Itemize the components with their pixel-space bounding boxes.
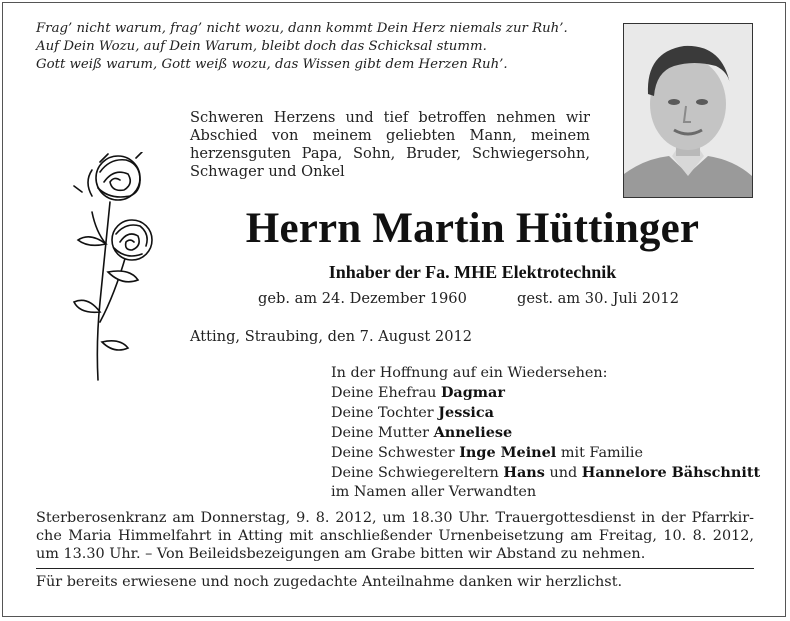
poem-line: Frag’ nicht warum, frag’ nicht wozu, dann kommt Dein Herz niemals zur Ruh’. [36, 21, 568, 36]
intro-line: Schweren Herzens und tief betroffen nehmen wir [190, 109, 590, 126]
notice-line: Sterberosenkranz am Donnerstag, 9. 8. 2012, um 18.30 Uhr. Trauergottesdienst in der Pfarrkir- [36, 510, 754, 526]
relation-label: Deine Schwester [331, 445, 455, 461]
company-title: Inhaber der Fa. MHE Elektrotechnik [328, 262, 617, 282]
family-member-mother [331, 423, 761, 443]
poem [36, 20, 606, 74]
death-date: gest. am 30. Juli 2012 [517, 290, 679, 307]
service-notice [36, 509, 754, 563]
relation-label: Deine Ehefrau [331, 385, 437, 401]
member-name: Hannelore Bähschnitt [581, 464, 761, 481]
divider [36, 568, 754, 569]
rose-illustration [70, 152, 170, 382]
portrait-photo [623, 23, 753, 198]
family-member-inlaws [331, 463, 761, 483]
relation-label: Deine Tochter [331, 405, 434, 421]
family-list [331, 364, 761, 502]
family-member-daughter [331, 403, 761, 423]
member-name: Anneliese [433, 424, 513, 441]
place-and-date: Atting, Straubing, den 7. August 2012 [190, 328, 473, 345]
member-name: Jessica [438, 404, 494, 421]
family-member-wife [331, 383, 761, 403]
conjunction: und [549, 465, 578, 481]
relation-label: Deine Mutter [331, 425, 429, 441]
member-name: Dagmar [440, 384, 505, 401]
portrait-image [624, 24, 752, 197]
intro-line: herzensguten Papa, Sohn, Bruder, Schwiegersohn, [190, 145, 590, 162]
poem-line: Auf Dein Wozu, auf Dein Warum, bleibt doch das Schicksal stumm. [36, 39, 487, 54]
intro-line: Abschied von meinem geliebten Mann, meinem [190, 127, 590, 144]
relation-label: Deine Schwiegereltern [331, 465, 499, 481]
hope-line: In der Hoffnung auf ein Wiedersehen: [331, 365, 608, 381]
relatives-line: im Namen aller Verwandten [331, 484, 537, 500]
thanks-line: Für bereits erwiesene und noch zugedachte Anteilnahme danken wir herzlichst. [36, 574, 623, 590]
family-member-sister [331, 443, 761, 463]
member-name: Inge Meinel [459, 444, 557, 461]
intro-text [190, 109, 590, 181]
intro-line: Schwager und Onkel [190, 163, 345, 180]
notice-line: um 13.30 Uhr. – Von Beileidsbezeigungen am Grabe bitten wir Abstand zu nehmen. [36, 546, 646, 562]
notice-line: che Maria Himmelfahrt in Atting mit anschließender Urnenbeisetzung am Freitag, 10. 8. 2012, [36, 528, 754, 544]
deceased-name: Herrn Martin Hüttinger [245, 205, 700, 252]
poem-line: Gott weiß warum, Gott weiß wozu, das Wissen gibt dem Herzen Ruh’. [36, 57, 508, 72]
relation-suffix: mit Familie [560, 445, 643, 461]
rose-icon [70, 152, 170, 382]
member-name: Hans [503, 464, 545, 481]
birth-date: geb. am 24. Dezember 1960 [258, 290, 467, 307]
